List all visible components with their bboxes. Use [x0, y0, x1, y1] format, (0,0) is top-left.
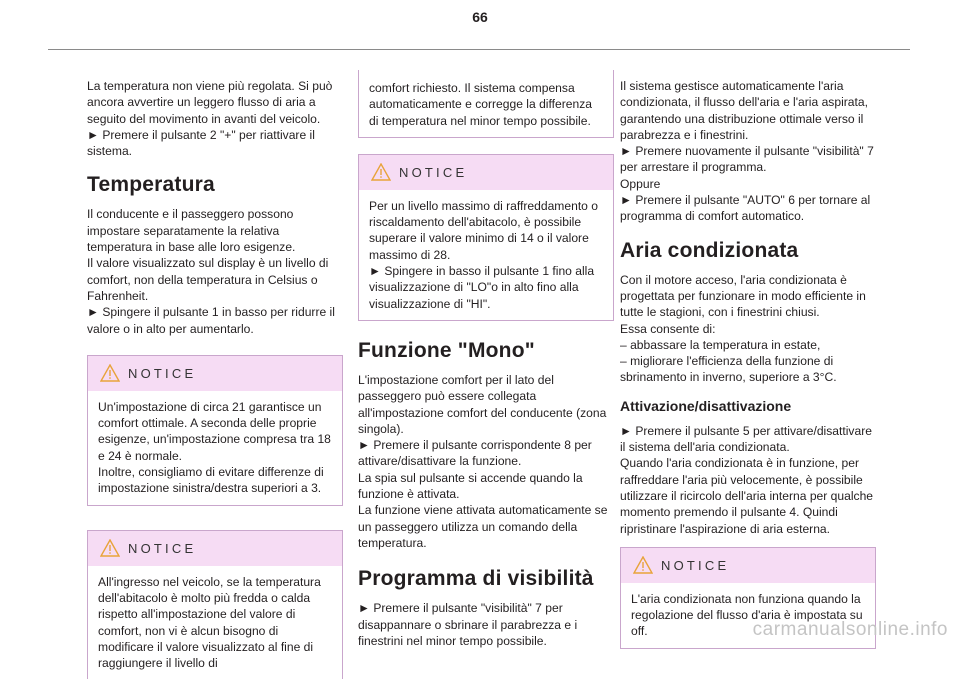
notice-box — [87, 355, 343, 506]
warning-icon — [371, 163, 391, 181]
notice-text: All'ingresso nel veicolo, se la temperatura dell'abitacolo è molto più fredda o calda rispetto all'impostazione del valore di comfort, non vi è alcun bisogno di modificare il valore visualizzato al fine di raggiungere il livello di — [98, 574, 321, 671]
attivazione-body: ► Premere il pulsante 5 per attivare/disattivare il sistema dell'aria condizionata. Quando l'aria condizionata è in funzione, per raffreddare l'aria più velocemente, è possibile utilizzare il ricircolo dell'aria interna per qualche momento premendo il pulsante 4. Quindi ripristinare l'aspirazione di aria esterna. — [620, 423, 874, 536]
section-heading-aria-condizionata: Aria condizionata — [620, 238, 799, 262]
column-1 — [87, 78, 343, 679]
page-number: 66 — [472, 9, 488, 25]
notice-header — [88, 531, 342, 566]
notice-title: NOTICE — [661, 557, 730, 573]
section-heading-temperatura: Temperatura — [87, 173, 215, 197]
column-3 — [620, 78, 876, 661]
notice-title: NOTICE — [128, 365, 197, 381]
notice-text: Un'impostazione di circa 21 garantisce un comfort ottimale. A seconda delle proprie esigenze, un'impostazione compresa tra 18 e 24 è normale. Inoltre, consigliamo di evitare differenze di impostazione sinistra/destra superiori a 3. — [98, 399, 331, 496]
aria-condizionata-body: Con il motore acceso, l'aria condizionata è progettata per funzionare in modo efficiente in tutte le stagioni, con i finestrini chiusi. Essa consente di: – abbassare la temperatura in estate, – migliorare l'efficienza della funzione di sbrinamento in inverno, superiore a 3°C. — [620, 272, 866, 385]
subheading-attivazione: Attivazione/disattivazione — [620, 397, 792, 414]
visibilita-body: ► Premere il pulsante "visibilità" 7 per disappannare o sbrinare il parabrezza e i finestrini nel minor tempo possibile. — [358, 601, 578, 648]
section-heading-visibilita: Programma di visibilità — [358, 567, 594, 591]
notice-title: NOTICE — [128, 540, 197, 556]
warning-icon — [633, 556, 653, 574]
section-heading-mono: Funzione "Mono" — [358, 338, 535, 362]
notice-box — [358, 154, 614, 321]
intro-paragraph: La temperatura non viene più regolata. Si può ancora avvertire un leggero flusso di aria a seguito del movimento in avanti del veicolo. ► Premere il pulsante 2 "+" per riattivare il sistema. — [87, 79, 333, 159]
notice-text: Per un livello massimo di raffreddamento o riscaldamento dell'abitacolo, è possibile superare il valore minimo di 14 o il valore massimo di 28. ► Spingere in basso il pulsante 1 fino alla visualizzazione di "LO"o in alto fino alla visualizzazione di "HI". — [369, 198, 598, 311]
notice-header — [359, 155, 613, 190]
header-rule — [48, 49, 910, 50]
intro-paragraph: Il sistema gestisce automaticamente l'aria condizionata, il flusso dell'aria e l'aria aspirata, garantendo una distribuzione ottimale verso il parabrezza e i finestrini. ► Premere nuovamente il pulsante "visibilità" 7 per arrestare il programma. Oppure ► Premere il pulsante "AUTO" 6 per tornare al programma di comfort automatico. — [620, 79, 874, 224]
notice-text: comfort richiesto. Il sistema compensa automaticamente e corregge la differenza di temperatura nel minor tempo possibile. — [369, 81, 592, 128]
notice-text: L'aria condizionata non funziona quando la regolazione del flusso d'aria è impostata su off. — [631, 591, 863, 639]
warning-icon — [100, 539, 120, 557]
column-2 — [358, 70, 614, 649]
notice-box — [87, 530, 343, 679]
mono-body: L'impostazione comfort per il lato del passeggero può essere collegata all'impostazione comfort del conducente (zona singola). ► Premere il pulsante corrispondente 8 per attivare/disattivare la funzione. La spia sul pulsante si accende quando la funzione è attivata. La funzione viene attivata automaticamente se un passeggero utilizza un comando della temperatura. — [358, 372, 608, 550]
warning-icon — [100, 364, 120, 382]
notice-title: NOTICE — [399, 164, 468, 180]
notice-header — [88, 356, 342, 391]
watermark: carmanualsonline.info — [752, 619, 948, 640]
notice-box-continued — [358, 70, 614, 138]
temperatura-body: Il conducente e il passeggero possono impostare separatamente la relativa temperatura in base alle loro esigenze. Il valore visualizzato sul display è un livello di comfort, non della temperatura in Celsius o Fahrenheit. ► Spingere il pulsante 1 in basso per ridurre il valore o in alto per aumentarlo. — [87, 207, 335, 336]
notice-header — [621, 548, 875, 583]
